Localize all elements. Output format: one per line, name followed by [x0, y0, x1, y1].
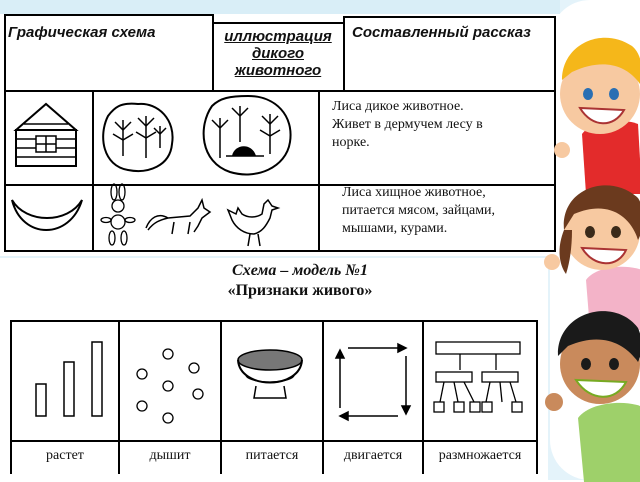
story-table: [0, 14, 560, 256]
food-bowl-icon: [232, 346, 312, 416]
scheme-grid: [10, 320, 538, 474]
hare-icon: [100, 184, 140, 248]
scheme-subtitle: «Признаки живого»: [227, 282, 373, 299]
illustration-header: иллюстрация дикого животного: [224, 28, 332, 79]
child-boy-illustration: [544, 292, 640, 482]
growing-bars-icon: [28, 340, 108, 420]
label-eats: питается: [245, 448, 299, 463]
label-reproduces: размножается: [438, 448, 522, 463]
label-breathes: дышит: [149, 448, 191, 463]
rooster-icon: [226, 196, 286, 254]
forest-icon: [98, 96, 178, 176]
row1-story: Лиса дикое животное. Живет в дермучем лесу в норке.: [332, 99, 483, 150]
crescent-moon-icon: [8, 194, 88, 254]
scheme-title: Схема – модель №1: [232, 262, 368, 279]
top-band: [0, 0, 560, 14]
label-moves: двигается: [343, 448, 403, 463]
child-blonde-illustration: [552, 24, 640, 194]
row2-story: Лиса хищное животное, питается мясом, зайцами, мышами, курами.: [342, 185, 496, 236]
graphic-scheme-header: Графическая схема: [8, 24, 156, 41]
reproduction-tree-icon: [430, 340, 526, 420]
breathing-dots-icon: [132, 348, 212, 428]
label-grows: растет: [46, 448, 84, 463]
burrow-forest-icon: [196, 92, 296, 178]
story-header: Составленный рассказ: [352, 24, 531, 41]
movement-arrows-icon: [336, 342, 416, 422]
fox-icon: [144, 192, 214, 242]
house-icon: [6, 94, 86, 174]
